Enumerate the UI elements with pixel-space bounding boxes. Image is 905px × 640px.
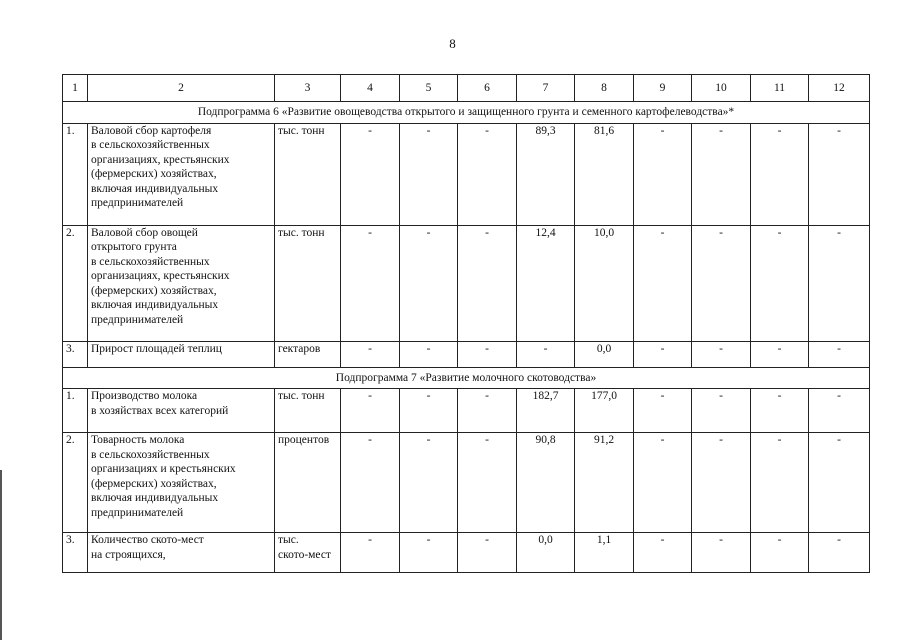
value-cell: 0,0 — [517, 533, 575, 573]
indicator-row — [63, 389, 870, 433]
indicator-row — [63, 225, 870, 341]
value-cell: - — [751, 433, 809, 533]
header-cell: 6 — [458, 75, 517, 102]
value-cell: - — [634, 433, 692, 533]
value-cell: - — [692, 123, 751, 225]
indicator-name: Количество ското-мест на строящихся, — [88, 533, 275, 573]
value-cell: - — [751, 533, 809, 573]
value-cell: - — [809, 433, 870, 533]
value-cell: - — [400, 433, 458, 533]
row-number: 2. — [63, 433, 88, 533]
value-cell: 0,0 — [575, 341, 634, 367]
unit-of-measure: процентов — [275, 433, 341, 533]
value-cell: - — [341, 433, 400, 533]
row-number: 3. — [63, 533, 88, 573]
value-cell: - — [458, 123, 517, 225]
value-cell: - — [751, 225, 809, 341]
value-cell: - — [341, 389, 400, 433]
header-cell: 9 — [634, 75, 692, 102]
subprogram-row — [63, 102, 870, 124]
value-cell: - — [341, 533, 400, 573]
row-number: 3. — [63, 341, 88, 367]
row-number: 1. — [63, 123, 88, 225]
unit-of-measure: тыс. ското-мест — [275, 533, 341, 573]
value-cell: - — [809, 389, 870, 433]
header-cell: 7 — [517, 75, 575, 102]
value-cell: 177,0 — [575, 389, 634, 433]
indicators-table — [62, 74, 870, 573]
value-cell: 89,3 — [517, 123, 575, 225]
unit-of-measure: тыс. тонн — [275, 389, 341, 433]
subprogram-title: Подпрограмма 6 «Развитие овощеводства открытого и защищенного грунта и семенного картофелеводства»* — [63, 102, 870, 124]
subprogram-title: Подпрограмма 7 «Развитие молочного скотоводства» — [63, 367, 870, 389]
unit-of-measure: тыс. тонн — [275, 123, 341, 225]
value-cell: - — [458, 341, 517, 367]
value-cell: 91,2 — [575, 433, 634, 533]
value-cell: - — [809, 123, 870, 225]
value-cell: - — [400, 389, 458, 433]
header-cell: 10 — [692, 75, 751, 102]
header-cell: 5 — [400, 75, 458, 102]
value-cell: - — [458, 433, 517, 533]
value-cell: - — [809, 225, 870, 341]
value-cell: - — [692, 225, 751, 341]
indicator-name: Валовой сбор овощей открытого грунта в сельскохозяйственных организациях, крестьянских (фермерских) хозяйствах, включая индивидуальных предпринимателей — [88, 225, 275, 341]
value-cell: - — [517, 341, 575, 367]
value-cell: - — [400, 533, 458, 573]
value-cell: - — [634, 341, 692, 367]
page-number: 8 — [449, 36, 456, 51]
header-cell: 12 — [809, 75, 870, 102]
value-cell: - — [458, 225, 517, 341]
indicator-row — [63, 433, 870, 533]
indicator-row — [63, 123, 870, 225]
value-cell: 1,1 — [575, 533, 634, 573]
indicator-name: Производство молока в хозяйствах всех категорий — [88, 389, 275, 433]
value-cell: - — [341, 123, 400, 225]
value-cell: - — [400, 123, 458, 225]
unit-of-measure: гектаров — [275, 341, 341, 367]
value-cell: 12,4 — [517, 225, 575, 341]
value-cell: - — [634, 533, 692, 573]
value-cell: - — [341, 225, 400, 341]
header-cell: 1 — [63, 75, 88, 102]
value-cell: - — [400, 341, 458, 367]
indicator-name: Прирост площадей теплиц — [88, 341, 275, 367]
value-cell: - — [341, 341, 400, 367]
value-cell: - — [751, 389, 809, 433]
indicator-row — [63, 533, 870, 573]
value-cell: - — [634, 389, 692, 433]
header-cell: 11 — [751, 75, 809, 102]
header-row — [63, 75, 870, 102]
value-cell: - — [458, 533, 517, 573]
value-cell: 90,8 — [517, 433, 575, 533]
value-cell: - — [458, 389, 517, 433]
value-cell: - — [692, 389, 751, 433]
unit-of-measure: тыс. тонн — [275, 225, 341, 341]
header-cell: 3 — [275, 75, 341, 102]
header-cell: 4 — [341, 75, 400, 102]
value-cell: 10,0 — [575, 225, 634, 341]
header-cell: 2 — [88, 75, 275, 102]
value-cell: - — [692, 533, 751, 573]
value-cell: - — [400, 225, 458, 341]
indicator-name: Валовой сбор картофеля в сельскохозяйственных организациях, крестьянских (фермерских) хозяйствах, включая индивидуальных предпринимателей — [88, 123, 275, 225]
value-cell: - — [634, 123, 692, 225]
value-cell: - — [692, 433, 751, 533]
value-cell: - — [809, 341, 870, 367]
scan-edge-mark — [0, 470, 2, 640]
row-number: 1. — [63, 389, 88, 433]
value-cell: 182,7 — [517, 389, 575, 433]
indicator-name: Товарность молока в сельскохозяйственных организациях и крестьянских (фермерских) хозяйствах, включая индивидуальных предпринимателей — [88, 433, 275, 533]
value-cell: - — [751, 123, 809, 225]
header-cell: 8 — [575, 75, 634, 102]
value-cell: - — [751, 341, 809, 367]
subprogram-row — [63, 367, 870, 389]
indicator-row — [63, 341, 870, 367]
value-cell: - — [634, 225, 692, 341]
value-cell: - — [809, 533, 870, 573]
value-cell: 81,6 — [575, 123, 634, 225]
row-number: 2. — [63, 225, 88, 341]
value-cell: - — [692, 341, 751, 367]
